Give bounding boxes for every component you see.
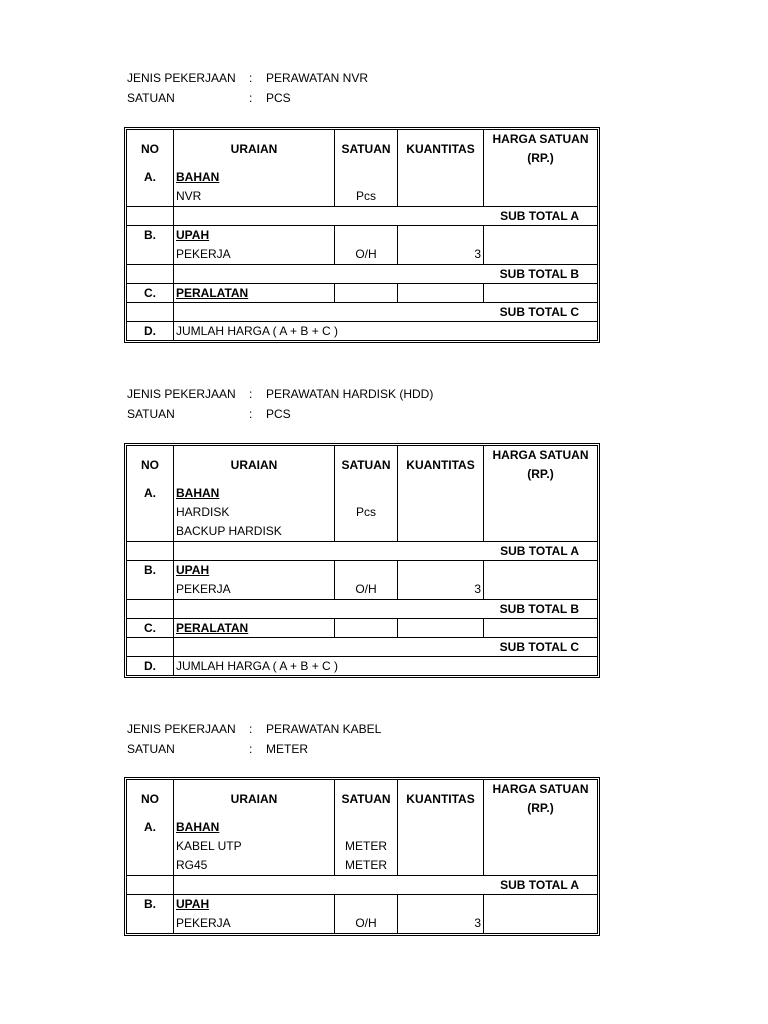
empty-cell [335, 284, 398, 303]
bahan-unit-cell [335, 484, 398, 542]
empty-cell [127, 638, 174, 657]
bahan-item: NVR [176, 189, 202, 203]
bahan-cell [174, 818, 335, 876]
bahan-title: BAHAN [176, 820, 220, 834]
header-harga-line2: (RP.) [527, 467, 554, 481]
subtotal-c-label: SUB TOTAL C [174, 638, 597, 657]
empty-cell [127, 207, 174, 226]
table-row-peralatan [127, 284, 597, 303]
header-harga-line2: (RP.) [527, 801, 554, 815]
header-kuantitas: KUANTITAS [398, 446, 484, 484]
subtotal-c-label: SUB TOTAL C [174, 303, 597, 322]
jenis-label: JENIS PEKERJAAN [127, 722, 236, 736]
upah-cell [174, 561, 335, 600]
satuan-label: SATUAN [127, 742, 175, 756]
empty-cell [335, 619, 398, 638]
section-2-header [127, 384, 587, 424]
header-satuan: SATUAN [335, 446, 398, 484]
upah-qty-cell [398, 561, 484, 600]
subtotal-row [127, 303, 597, 322]
bahan-item: HARDISK [176, 505, 230, 519]
bahan-cell [174, 484, 335, 542]
header-satuan: SATUAN [335, 780, 398, 818]
header-kuantitas: KUANTITAS [398, 130, 484, 168]
header-no: NO [127, 130, 174, 168]
satuan-label: SATUAN [127, 407, 175, 421]
empty-cell [398, 168, 484, 207]
header-no: NO [127, 780, 174, 818]
jenis-label: JENIS PEKERJAAN [127, 71, 236, 85]
subtotal-a-label: SUB TOTAL A [174, 876, 597, 895]
empty-cell [398, 619, 484, 638]
bahan-item: RG45 [176, 858, 208, 872]
colon: : [249, 722, 253, 736]
bahan-unit-cell [335, 168, 398, 207]
empty-cell [484, 168, 597, 207]
header-uraian: URAIAN [174, 130, 335, 168]
satuan-value: METER [266, 742, 308, 756]
upah-unit-cell [335, 561, 398, 600]
upah-qty-cell [398, 895, 484, 933]
colon: : [249, 71, 253, 85]
subtotal-b-label: SUB TOTAL B [174, 265, 597, 284]
colon: : [249, 407, 253, 421]
row-no: D. [127, 657, 174, 675]
colon: : [249, 742, 253, 756]
section-3-header [127, 719, 587, 759]
header-no: NO [127, 446, 174, 484]
header-harga [484, 780, 597, 818]
row-no: B. [127, 226, 174, 265]
table-row-upah [127, 561, 597, 600]
row-no: D. [127, 322, 174, 340]
subtotal-b-label: SUB TOTAL B [174, 600, 597, 619]
peralatan-title: PERALATAN [174, 284, 335, 303]
header-harga-line1: HARGA SATUAN [492, 132, 589, 146]
upah-cell [174, 895, 335, 933]
bahan-unit: Pcs [355, 189, 376, 203]
subtotal-a-label: SUB TOTAL A [174, 542, 597, 561]
colon: : [249, 91, 253, 105]
jenis-value: PERAWATAN NVR [266, 71, 369, 85]
empty-cell [398, 284, 484, 303]
table-row-upah [127, 226, 597, 265]
upah-qty: 3 [474, 582, 481, 596]
empty-cell [398, 484, 484, 542]
empty-cell [398, 818, 484, 876]
subtotal-row [127, 265, 597, 284]
empty-cell [484, 818, 597, 876]
empty-cell [127, 876, 174, 895]
bahan-title: BAHAN [176, 170, 220, 184]
peralatan-title: PERALATAN [174, 619, 335, 638]
subtotal-row [127, 542, 597, 561]
row-no: C. [127, 619, 174, 638]
table-row-jumlah [127, 657, 597, 675]
table-header-row [127, 780, 597, 818]
upah-item: PEKERJA [176, 916, 231, 930]
row-no: B. [127, 895, 174, 933]
jumlah-label: JUMLAH HARGA ( A + B + C ) [176, 659, 339, 673]
bahan-item: BACKUP HARDISK [176, 524, 282, 538]
header-harga-line1: HARGA SATUAN [492, 448, 589, 462]
header-uraian: URAIAN [174, 446, 335, 484]
upah-unit: O/H [355, 247, 377, 261]
bahan-unit: METER [345, 839, 387, 853]
table-header-row [127, 446, 597, 484]
header-harga [484, 130, 597, 168]
empty-cell [484, 284, 597, 303]
empty-cell [127, 303, 174, 322]
upah-item: PEKERJA [176, 247, 231, 261]
upah-qty-cell [398, 226, 484, 265]
bahan-title: BAHAN [176, 486, 220, 500]
subtotal-row [127, 600, 597, 619]
subtotal-row [127, 638, 597, 657]
empty-cell [484, 895, 597, 933]
jenis-value: PERAWATAN KABEL [266, 722, 382, 736]
empty-cell [127, 542, 174, 561]
bahan-unit: METER [345, 858, 387, 872]
upah-cell [174, 226, 335, 265]
bahan-unit-cell [335, 818, 398, 876]
row-no: A. [127, 818, 174, 876]
empty-cell [484, 561, 597, 600]
upah-title: UPAH [176, 897, 210, 911]
table-header-row [127, 130, 597, 168]
table-row-bahan [127, 168, 597, 207]
table-row-upah [127, 895, 597, 933]
upah-unit: O/H [355, 916, 377, 930]
upah-unit: O/H [355, 582, 377, 596]
section-1-header [127, 68, 587, 108]
satuan-value: PCS [266, 407, 291, 421]
header-uraian: URAIAN [174, 780, 335, 818]
empty-cell [484, 226, 597, 265]
cost-table-3 [124, 777, 600, 936]
bahan-unit: Pcs [355, 505, 376, 519]
row-no: A. [127, 484, 174, 542]
subtotal-row [127, 207, 597, 226]
subtotal-a-label: SUB TOTAL A [174, 207, 597, 226]
empty-cell [484, 619, 597, 638]
row-no: B. [127, 561, 174, 600]
row-no: C. [127, 284, 174, 303]
upah-unit-cell [335, 226, 398, 265]
table-row-peralatan [127, 619, 597, 638]
empty-cell [484, 484, 597, 542]
table-row-bahan [127, 484, 597, 542]
upah-item: PEKERJA [176, 582, 231, 596]
header-harga-line1: HARGA SATUAN [492, 782, 589, 796]
bahan-item: KABEL UTP [176, 839, 242, 853]
header-kuantitas: KUANTITAS [398, 780, 484, 818]
cost-table-2 [124, 443, 600, 678]
table-row-bahan [127, 818, 597, 876]
row-no: A. [127, 168, 174, 207]
upah-qty: 3 [474, 247, 481, 261]
jenis-value: PERAWATAN HARDISK (HDD) [266, 387, 434, 401]
upah-unit-cell [335, 895, 398, 933]
satuan-value: PCS [266, 91, 291, 105]
jumlah-label: JUMLAH HARGA ( A + B + C ) [176, 324, 339, 338]
cost-table-1 [124, 127, 600, 343]
upah-title: UPAH [176, 563, 210, 577]
satuan-label: SATUAN [127, 91, 175, 105]
table-row-jumlah [127, 322, 597, 340]
subtotal-row [127, 876, 597, 895]
header-satuan: SATUAN [335, 130, 398, 168]
empty-cell [127, 600, 174, 619]
upah-qty: 3 [474, 916, 481, 930]
header-harga-line2: (RP.) [527, 151, 554, 165]
header-harga [484, 446, 597, 484]
jenis-label: JENIS PEKERJAAN [127, 387, 236, 401]
upah-title: UPAH [176, 228, 210, 242]
colon: : [249, 387, 253, 401]
bahan-cell [174, 168, 335, 207]
empty-cell [127, 265, 174, 284]
